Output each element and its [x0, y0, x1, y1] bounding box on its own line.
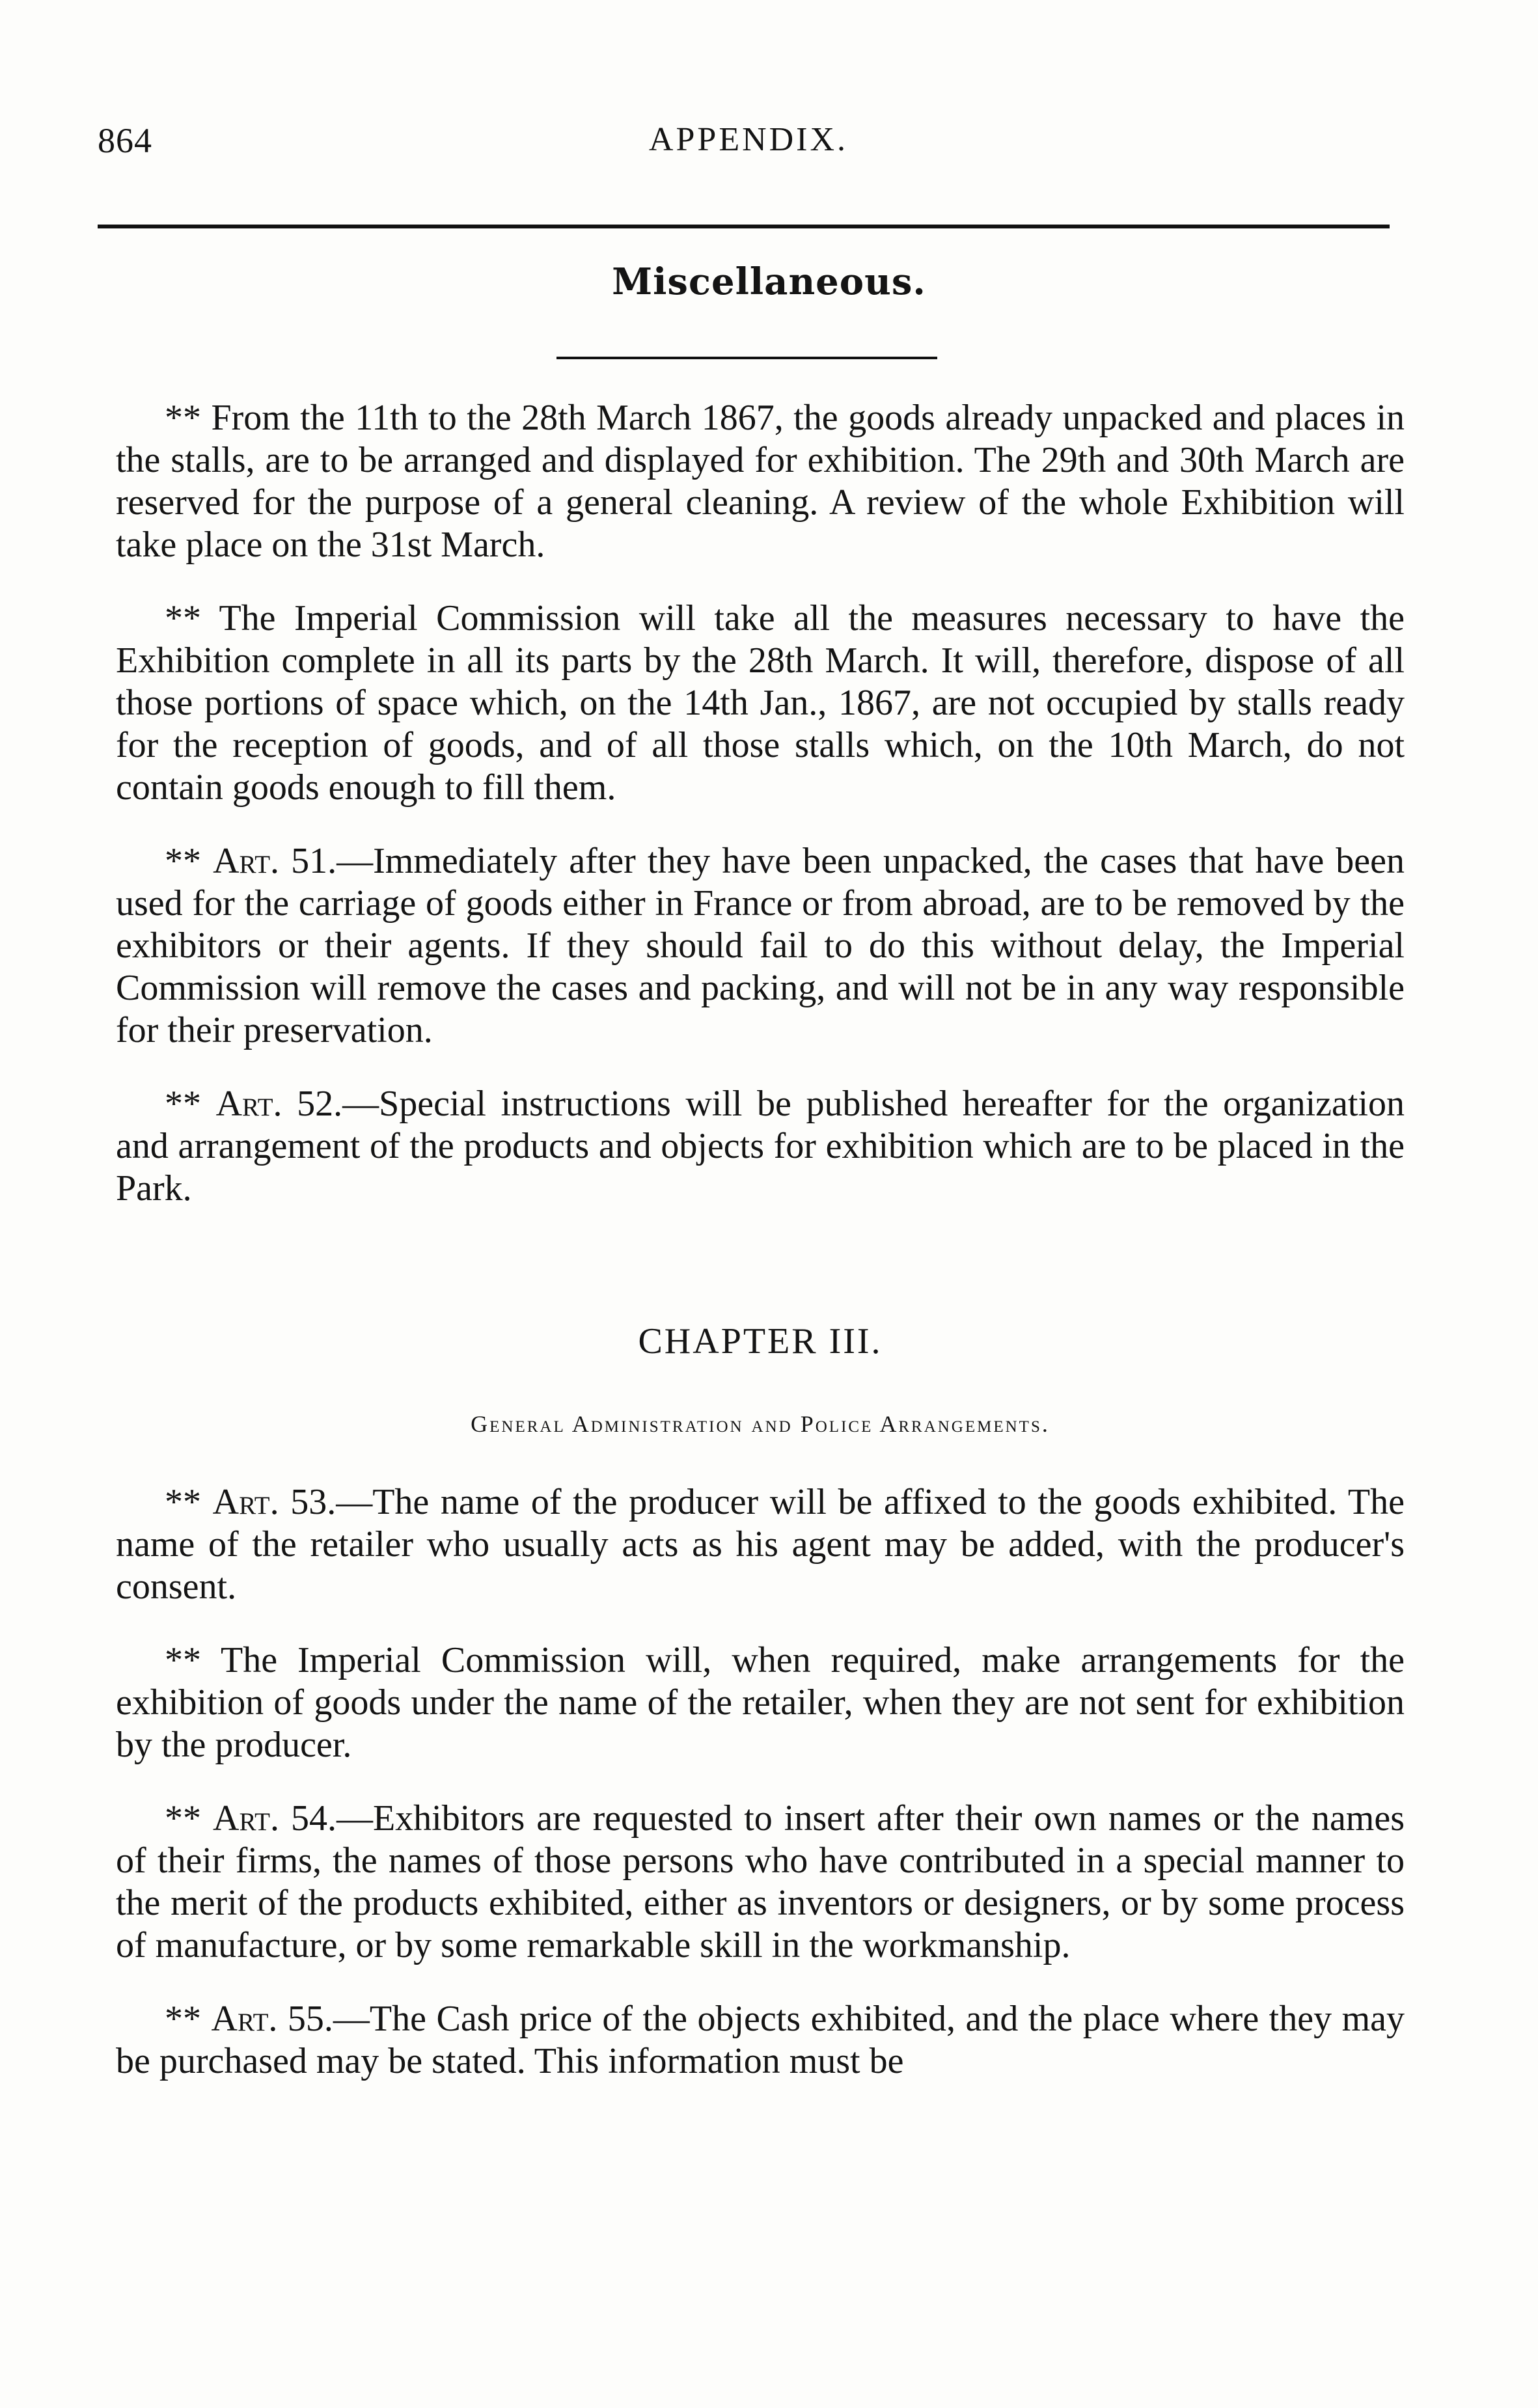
- paragraph-text: ** From the 11th to the 28th March 1867, the goods already unpacked and places in the stalls, are to be arranged and displayed for exhibition. The 29th and 30th March are reserved for the purpose of a general cleaning. A review of the whole Exhibition will take place on the 31st March.: [116, 398, 1405, 565]
- paragraph-text: 54.—Exhibitors are requested to insert after their own names or the names of their firms, the names of those persons who have contributed in a special manner to the merit of the products exhibited, either as inventors or designers, or by some process of manufacture, or by some remarkable skill in the workmanship.: [116, 1798, 1405, 1965]
- paragraph-cleaning: [116, 397, 1405, 566]
- section-title: Miscellaneous.: [612, 260, 926, 303]
- paragraph-marker: **: [165, 1084, 216, 1124]
- chapter-title: CHAPTER III.: [638, 1321, 883, 1361]
- page-number: 864: [98, 121, 152, 160]
- section-rule: [556, 357, 937, 359]
- chapter-subtitle: General Administration and Police Arrangements.: [471, 1411, 1050, 1437]
- paragraph-text: 52.—Special instructions will be published hereafter for the organization and arrangement of the products and objects for exhibition which are to be placed in the Park.: [116, 1084, 1405, 1209]
- paragraph-retailer: [116, 1639, 1405, 1766]
- article-label: Art.: [213, 1798, 279, 1839]
- paragraph-marker: **: [165, 1798, 213, 1839]
- paragraph-article-51: [116, 840, 1405, 1052]
- article-label: Art.: [215, 1084, 282, 1124]
- running-head: [98, 120, 1399, 166]
- paragraph-article-54: [116, 1798, 1405, 1967]
- body-text: [116, 397, 1405, 2114]
- paragraph-text: ** The Imperial Commission will, when required, make arrangements for the exhibition of goods under the name of the retailer, when they are not sent for exhibition by the producer.: [116, 1640, 1405, 1765]
- paragraph-article-52: [116, 1083, 1405, 1210]
- paragraph-marker: **: [165, 1999, 212, 2039]
- paragraph-article-53: [116, 1481, 1405, 1608]
- paragraph-text: 55.—The Cash price of the objects exhibited, and the place where they may be purchased may be stated. This information must be: [116, 1999, 1405, 2081]
- paragraph-marker: **: [165, 1482, 213, 1522]
- paragraph-text: ** The Imperial Commission will take all the measures necessary to have the Exhibition complete in all its parts by the 28th March. It will, therefore, dispose of all those portions of space which, on the 14th Jan., 1867, are not occupied by stalls ready for the reception of goods, and of all those stalls which, on the 10th March, do not contain goods enough to fill them.: [116, 598, 1405, 808]
- header-rule: [98, 225, 1390, 228]
- article-label: Art.: [211, 1999, 278, 2039]
- running-title: APPENDIX.: [648, 121, 849, 158]
- article-label: Art.: [212, 1482, 279, 1522]
- paragraph-text: 53.—The name of the producer will be affixed to the goods exhibited. The name of the retailer who usually acts as his agent may be added, with the producer's consent.: [116, 1482, 1405, 1607]
- paragraph-marker: **: [165, 841, 213, 881]
- article-label: Art.: [213, 841, 280, 881]
- paragraph-text: 51.—Immediately after they have been unpacked, the cases that have been used for the carriage of goods either in France or from abroad, are to be removed by the exhibitors or their agents. If they should fail to do this without delay, the Imperial Commission will remove the cases and packing, and will not be in any way responsible for their preservation.: [116, 841, 1405, 1050]
- paragraph-completion: [116, 597, 1405, 809]
- paragraph-article-55: [116, 1998, 1405, 2083]
